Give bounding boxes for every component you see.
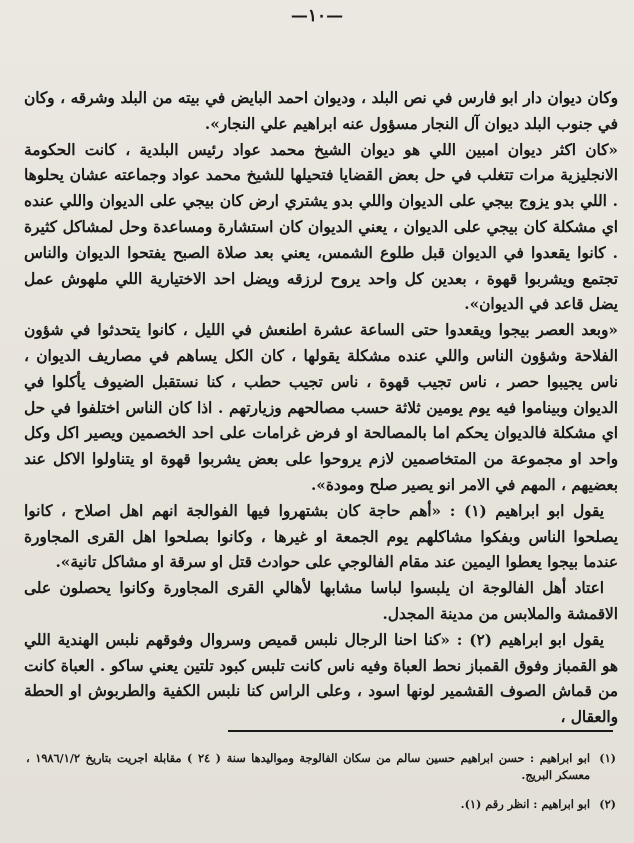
footnote-separator: [228, 730, 613, 732]
paragraph-3: «وبعد العصر بيجوا ويقعدوا حتى الساعة عشرة اطنعش في الليل ، كانوا يتحدثوا في شؤون الفلاحة وشؤون الناس واللي عنده مشكلة يقولها ، كان الكل يساهم في مصاريف الديوان ، ناس يجيبوا حصر ، ناس تجيب قهوة ، ناس تجيب حطب ، كنا نستقبل الضيوف يأكلوا في الديوان وبيناموا فيه يوم يومين ثلاثة حسب مصالحهم وزيارتهم . اذا كان الناس اختلفوا في حل اي مشكلة فالديوان يحكم اما بالمصالحة او فرض غرامات على احد الخصمين ويصير اكل وكل واحد او مجموعة من المتخاصمين لازم يروحوا على بعض يشربوا قهوة او يتناولوا الاكل عند بعضيهم ، المهم في الامر انو يصير صلح ومودة».: [24, 321, 618, 494]
paragraph-5: اعتاد أهل الفالوجة ان يلبسوا لباسا مشابها لأهالي القرى المجاورة وكانوا يحصلون على الاقمشة والملابس من مدينة المجدل.: [24, 579, 618, 623]
footnote: [26, 796, 616, 813]
body-text: [24, 86, 618, 731]
paragraph-1: وكان ديوان دار ابو فارس في نص البلد ، وديوان احمد البايض في بيته من البلد وشرقه ، وكان في جنوب البلد ديوان آل النجار مسؤول عنه ابراهيم علي النجار».: [24, 89, 618, 133]
paragraph-6: يقول ابو ابراهيم (٢) : «كنا احنا الرجال نلبس قميص وسروال وفوقهم نلبس الهندية اللي هو القمباز وفوق القمباز نحط العباة وفيه ناس كانت تلبس كبود تلتين يعني ساكو . العباة كانت من قماش الصوف القشمير لونها اسود ، وعلى الراس كنا نلبس الكفية والطربوش او الحطة والعقال ،: [24, 630, 618, 727]
footnote-mark: (١): [599, 751, 616, 765]
footnote: [26, 750, 616, 784]
paragraph-2: «كان اكثر ديوان امبين اللي هو ديوان الشيخ محمد عواد رئيس البلدية ، كانت الحكومة الانجليزية مرات تتغلب في حل بعض القضايا فتحيلها للشيخ محمد عواد وجماعته عشان يحلوها . اللي بدو يزوج بيجي على الديوان واللي بدو يشتري ارض كان بيجي على الديوان واللي عنده اي مشكلة كان بيجي على الديوان ، يعني الديوان كان استشارة ومساعدة وحل لمشاكل كثيرة . كانوا يقعدوا في الديوان قبل طلوع الشمس، يعني بعد صلاة الصبح يفتحوا الديوان والناس تجتمع ويشربوا قهوة ، بعدين كل واحد يروح لرزقه ويضل احد الاختيارية اللي ملهوش عمل يضل قاعد في الديوان».: [24, 140, 618, 314]
footnote-mark: (٢): [599, 797, 616, 811]
footnote-text: ابو ابراهيم : حسن ابراهيم حسين سالم من سكان الفالوجة ومواليدها سنة ( ٢٤ ) مقابلة اجريت بتاريخ ١٩٨٦/١/٢ ، معسكر البريج.: [26, 751, 590, 782]
footnotes: [26, 750, 616, 825]
footnote-text: ابو ابراهيم : انظر رقم (١).: [460, 797, 590, 811]
paragraph-4: يقول ابو ابراهيم (١) : «أهم حاجة كان بشتهروا فيها الفوالجة انهم اهل اصلاح ، كانوا يصلحوا الناس وبفكوا مشاكلهم يوم الجمعة او غيرها ، وكانوا بصلحوا اهل القرى المجاورة عندما بيجوا يعطوا اليمين عند مقام الفالوجي على حوادث قتل او سرقة او مشاكل تانية».: [24, 501, 618, 572]
page-number: —١٠—: [290, 6, 344, 26]
